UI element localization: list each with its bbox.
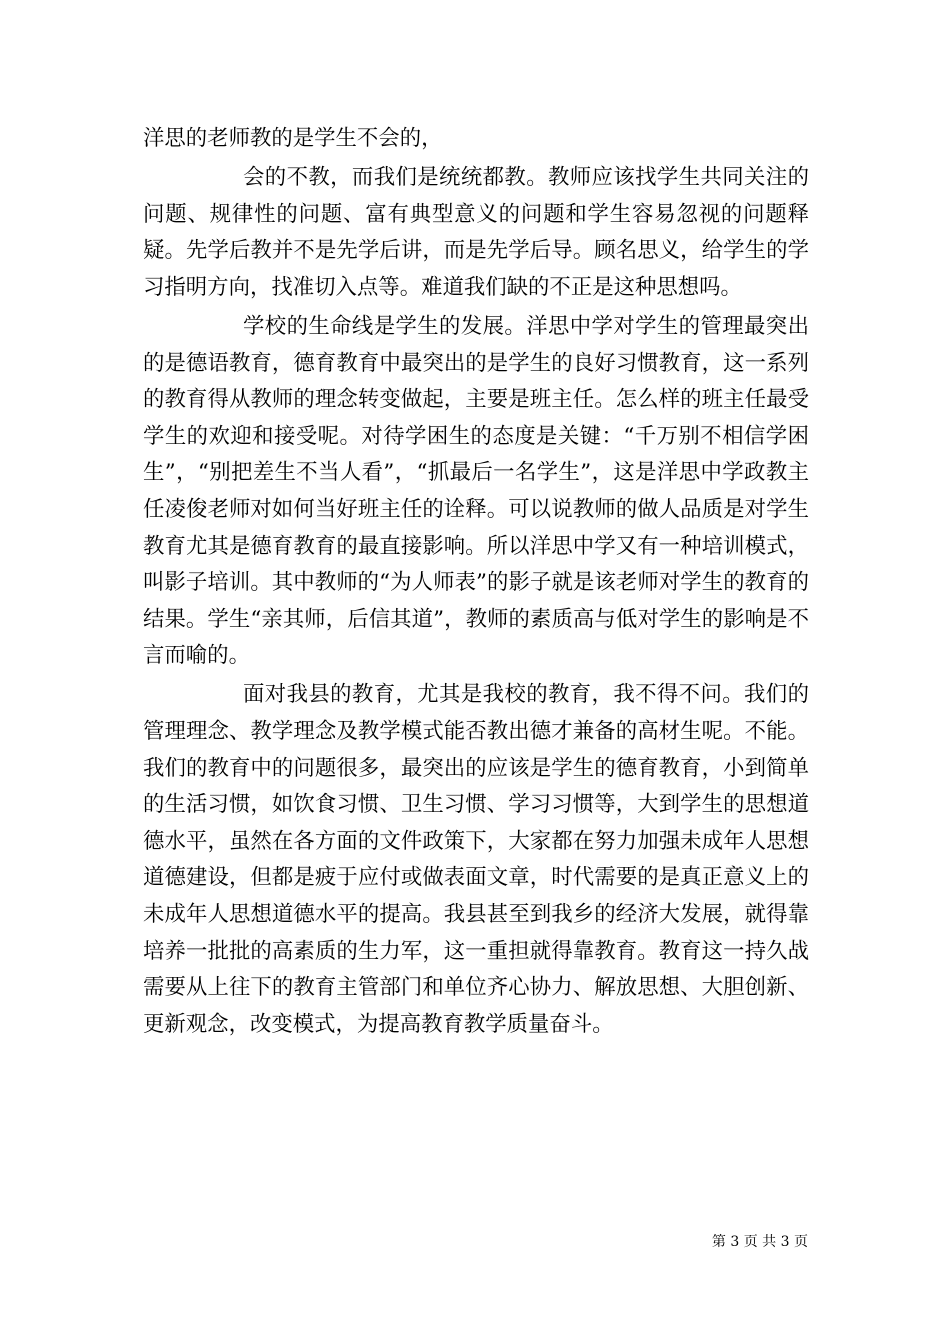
paragraph-continuation: 洋思的老师教的是学生不会的， (143, 126, 443, 151)
document-body (143, 121, 809, 1043)
paragraph: 学校的生命线是学生的发展。洋思中学对学生的管理最突出的是德语教育，德育教育中最突出的是学生的良好习惯教育，这一系列的教育得从教师的理念转变做起，主要是班主任。怎么样的班主任最受学生的欢迎和接受呢。对待学困生的态度是关键：“千万别不相信学困生”，“别把差生不当人看”，“抓最后一名学生”，这是洋思中学政教主任凌俊老师对如何当好班主任的诠释。可以说教师的做人品质是对学生教育尤其是德育教育的最直接影响。所以洋思中学又有一种培训模式，叫影子培训。其中教师的“为人师表”的影子就是该老师对学生的教育的结果。学生“亲其师，后信其道”，教师的素质高与低对学生的影响是不言而喻的。 (143, 313, 809, 669)
page-number-footer: 第 3 页 共 3 页 (711, 1234, 808, 1250)
paragraph: 会的不教，而我们是统统都教。教师应该找学生共同关注的问题、规律性的问题、富有典型意义的问题和学生容易忽视的问题释疑。先学后教并不是先学后讲，而是先学后导。顾名思义，给学生的学习指明方向，找准切入点等。难道我们缺的不正是这种思想吗。 (143, 165, 809, 300)
paragraph: 面对我县的教育，尤其是我校的教育，我不得不问。我们的管理理念、教学理念及教学模式能否教出德才兼备的高材生呢。不能。我们的教育中的问题很多，最突出的应该是学生的德育教育，小到简单的生活习惯，如饮食习惯、卫生习惯、学习习惯等，大到学生的思想道德水平，虽然在各方面的文件政策下，大家都在努力加强未成年人思想道德建设，但都是疲于应付或做表面文章，时代需要的是真正意义上的未成年人思想道德水平的提高。我县甚至到我乡的经济大发展，就得靠培养一批批的高素质的生力军，这一重担就得靠教育。教育这一持久战需要从上往下的教育主管部门和单位齐心协力、解放思想、大胆创新、更新观念，改变模式，为提高教育教学质量奋斗。 (143, 682, 809, 1037)
